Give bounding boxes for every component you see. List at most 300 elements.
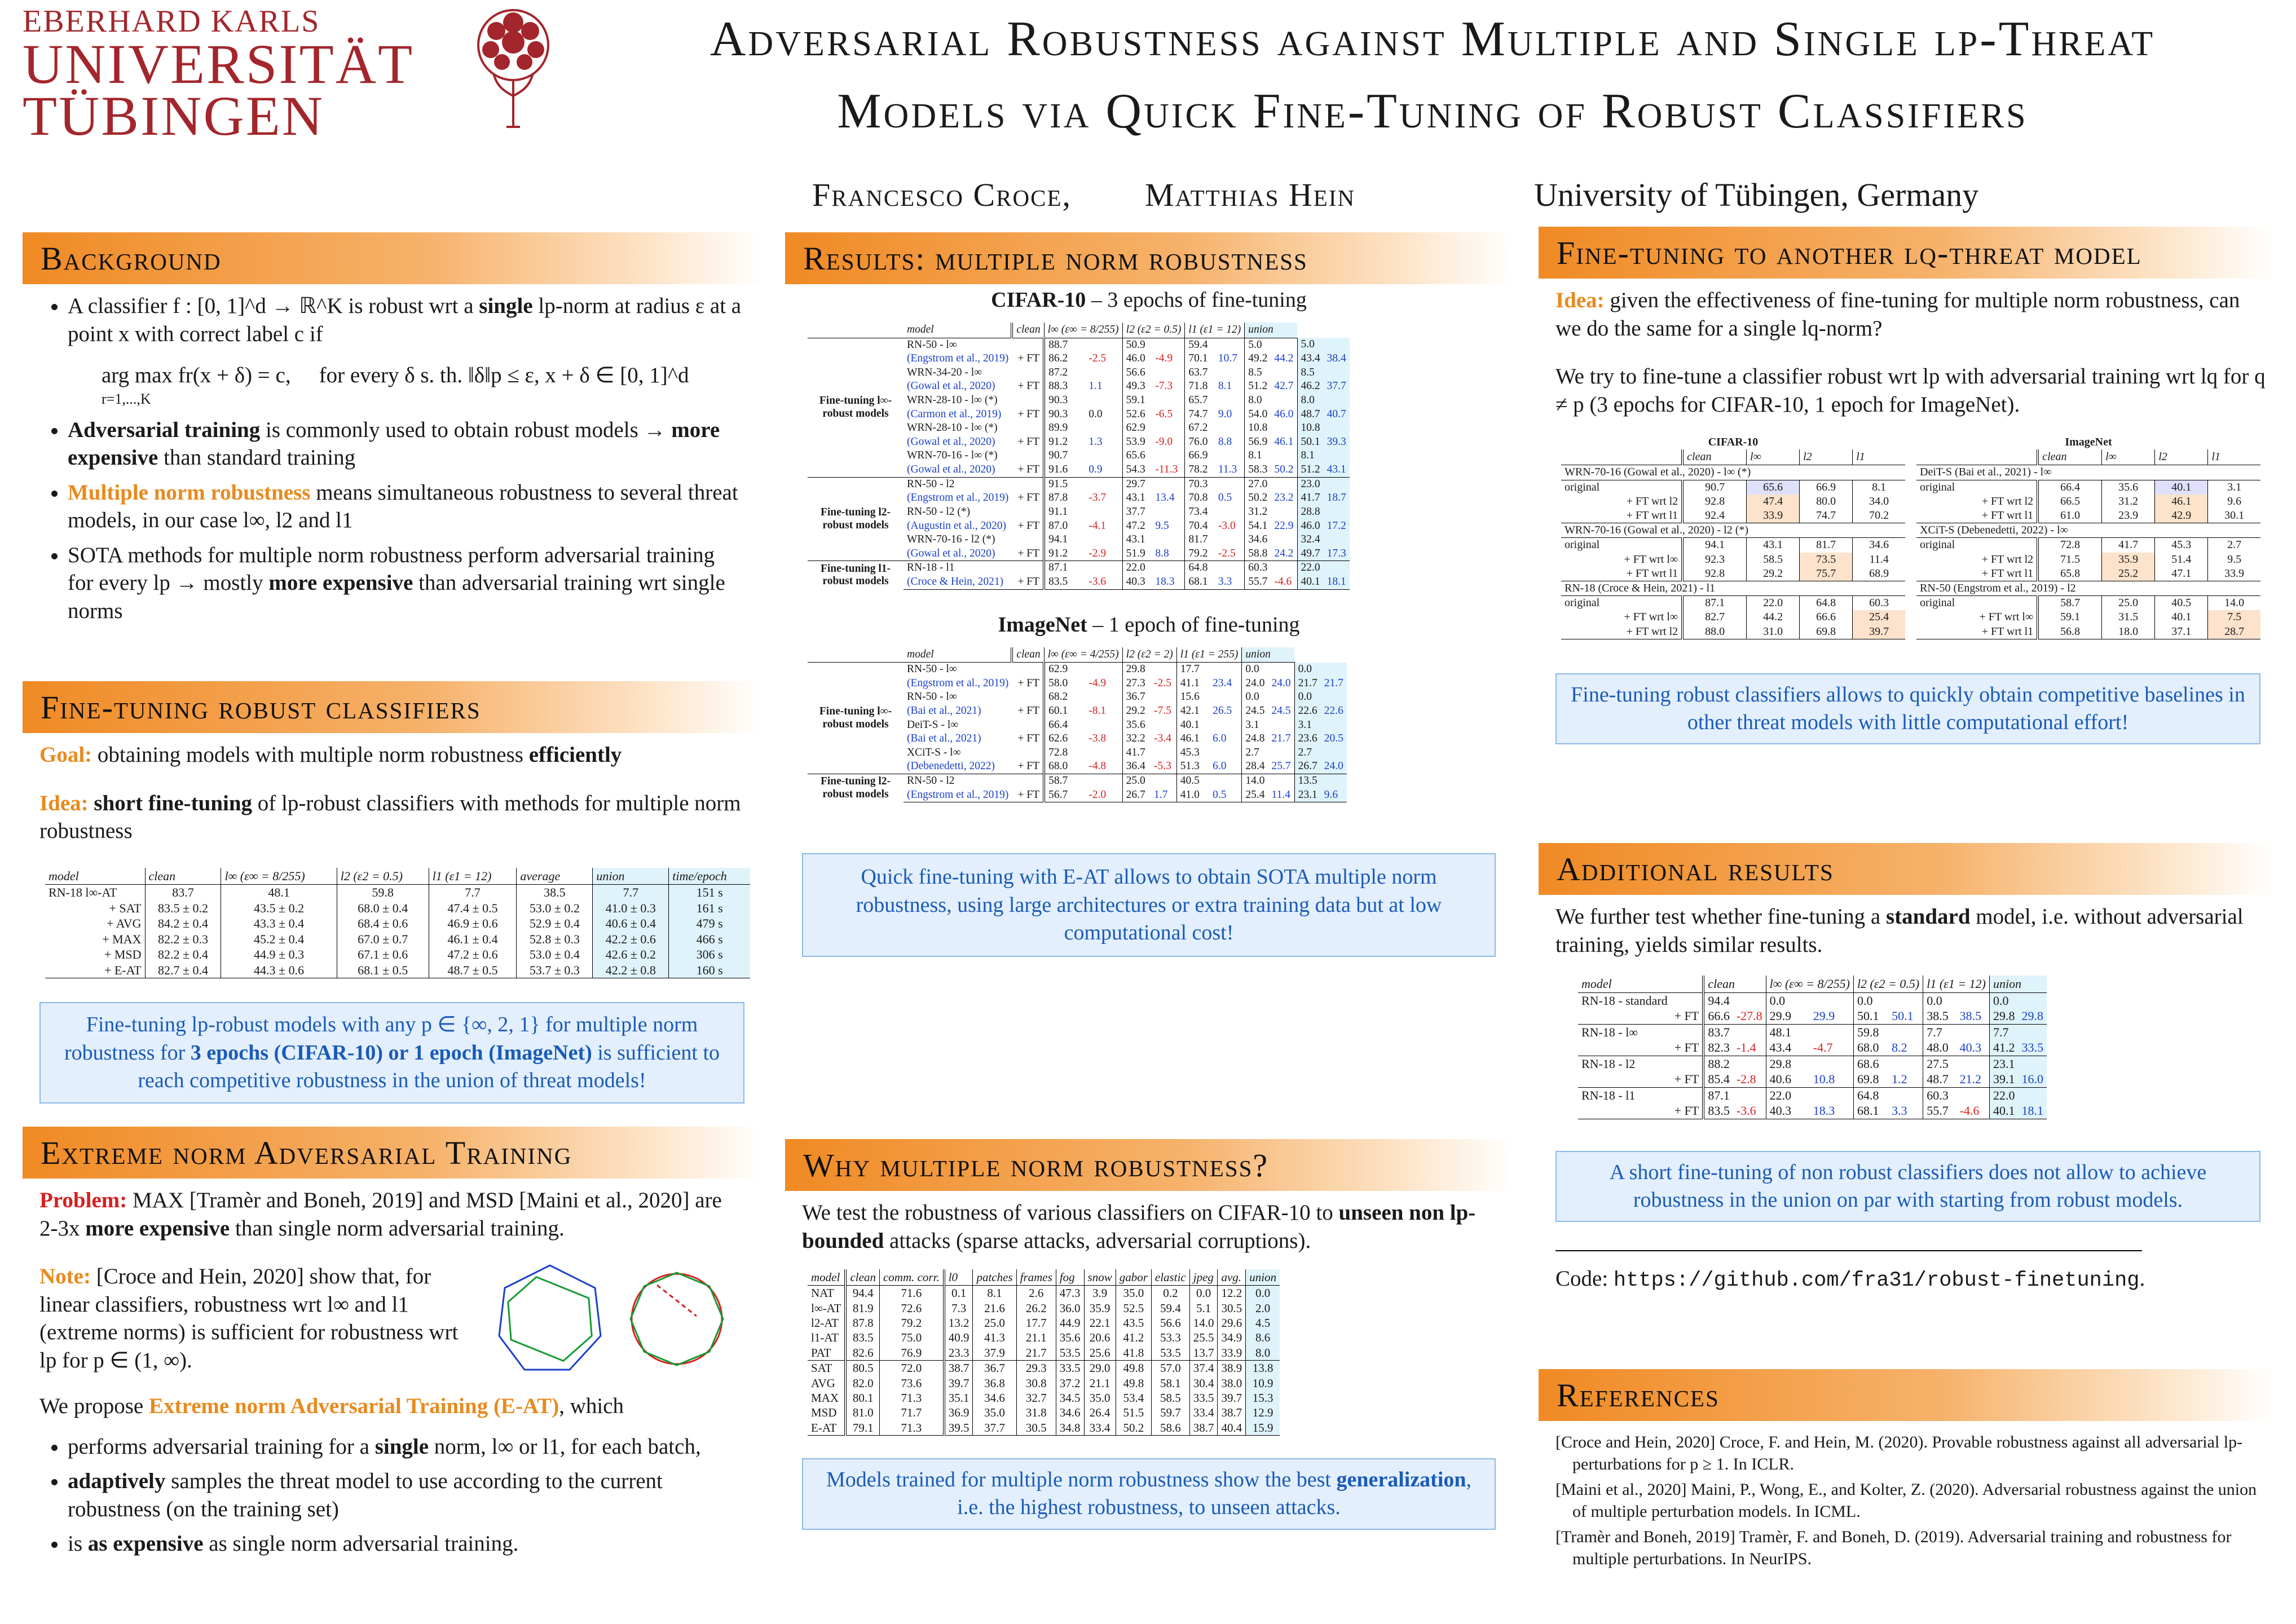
table-cell: 43.1 (1122, 533, 1185, 547)
table-cell: 46.0 (1297, 519, 1324, 533)
table-cell: 48.1 (221, 885, 337, 901)
table-header-cell: model (45, 868, 145, 885)
table-cell: 3.9 (1084, 1286, 1116, 1301)
table-cell: 39.1 (1990, 1071, 2019, 1087)
table-cell: 53.9 (1122, 435, 1152, 449)
model-name: WRN-70-16 - l∞ (*) (907, 449, 998, 462)
section-heading: Additional results (1539, 843, 2272, 895)
table-cell: 31.8 (1016, 1405, 1056, 1420)
table-cell: 65.6 (1747, 480, 1800, 495)
table-cell: 24.5 (1242, 704, 1268, 718)
table-row (1561, 610, 1905, 624)
table-cell: 40.5 (1176, 774, 1242, 788)
table-row (1916, 553, 2260, 567)
model-name: + SAT (109, 901, 142, 915)
table-header-cell: patches (973, 1269, 1016, 1286)
table-cell: 91.2 (1044, 435, 1085, 449)
table-cell: 33.5 (1189, 1391, 1218, 1405)
table-cell: 8.6 (1246, 1330, 1280, 1345)
table-header-cell: frames (1016, 1269, 1056, 1286)
table-cell: 41.7 (1122, 746, 1176, 760)
why-conclusion-box: Models trained for multiple norm robustness show the best generalization, i.e. the highest robustness, to unseen attacks. (802, 1458, 1496, 1530)
table-cell: 82.7 (1682, 610, 1746, 624)
delta-value: 9.0 (1218, 408, 1232, 420)
table-cell: 34.6 (1245, 533, 1297, 547)
reference-list (1539, 1421, 2272, 1570)
model-name: WRN-28-10 - l∞ (*) (907, 394, 998, 407)
delta-value: 21.7 (1271, 732, 1291, 745)
table-cell: 72.8 (2038, 538, 2101, 553)
table-header-cell: l∞ (2102, 449, 2155, 465)
table-cell: 46.1 ± 0.4 (429, 932, 517, 947)
table-cell: 47.4 ± 0.5 (429, 901, 517, 916)
delta-value: -3.6 (1733, 1103, 1766, 1119)
table-cell: 36.7 (973, 1361, 1016, 1376)
table-cell: 87.1 (1044, 561, 1122, 575)
table-cell: 14.0 (2208, 596, 2260, 611)
linf-l1-ball-diagram-icon (491, 1263, 609, 1375)
table-header-cell: l2 (1800, 449, 1853, 465)
table-cell: 40.1 (2155, 480, 2208, 495)
table-cell: 41.7 (1297, 491, 1324, 505)
table-row (808, 1269, 1280, 1286)
table-cell: 88.3 (1044, 379, 1085, 394)
citation: (Gowal et al., 2020) (907, 435, 995, 448)
delta-value: 40.3 (1959, 1040, 1982, 1055)
table-cell: 29.8 (1766, 1056, 1853, 1071)
delta-value: 11.4 (1268, 788, 1295, 802)
table-cell: 3.1 (2208, 480, 2260, 495)
table-cell: 73.6 (879, 1376, 944, 1391)
section-heading: Results: multiple norm robustness (785, 232, 1513, 284)
table-cell: 39.7 (1218, 1391, 1246, 1405)
table-header-cell: l∞ (ε∞ = 8/255) (1044, 323, 1122, 338)
delta-value: -7.3 (1155, 380, 1173, 392)
table-cell: 38.9 (1218, 1361, 1246, 1376)
table-row (808, 647, 1347, 663)
table-cell: 64.8 (1800, 596, 1853, 611)
table-cell: 0.0 (1990, 992, 2047, 1008)
delta-value: -3.8 (1088, 732, 1107, 745)
table-cell: 37.4 (1189, 1361, 1218, 1376)
ft-label: + FT (1017, 547, 1040, 559)
table-cell: 56.6 (1151, 1316, 1189, 1330)
table-cell: 67.0 ± 0.7 (337, 932, 429, 947)
table-cell: 66.6 (1703, 1008, 1733, 1024)
table-cell: 35.9 (1084, 1301, 1116, 1316)
table-row (1561, 480, 1905, 495)
row-label: + FT wrt l2 (1981, 495, 2034, 508)
delta-value: 40.7 (1324, 408, 1350, 422)
lq-idea-text: Idea: given the effectiveness of fine-tuning for multiple norm robustness, can we do the same for a single lq-norm? (1555, 288, 2240, 341)
table-cell: 47.2 (1122, 519, 1152, 533)
model-name: RN-18 - l1 (1578, 1087, 1671, 1103)
table-cell: 7.7 (1923, 1024, 1990, 1040)
table-cell: 40.1 (2155, 610, 2208, 624)
table-cell: 80.5 (845, 1361, 879, 1376)
table-cell: 64.8 (1853, 1087, 1923, 1103)
table-cell: 23.0 (1297, 477, 1350, 491)
citation: (Engstrom et al., 2019) (907, 352, 1009, 365)
table-cell: 0.0 (1923, 992, 1990, 1008)
table-cell: 23.1 (1294, 788, 1321, 802)
table-cell: 4.5 (1246, 1316, 1280, 1330)
table-header-cell: elastic (1151, 1269, 1189, 1286)
table-cell (1012, 366, 1044, 380)
table-cell: 37.7 (1122, 505, 1185, 519)
delta-value: -11.3 (1155, 464, 1178, 476)
table-cell: 45.2 ± 0.4 (221, 932, 337, 947)
delta-value: -5.3 (1153, 760, 1171, 773)
bullet: • A classifier f : [0, 1]^d → ℝ^K is robust wrt a single lp-norm at radius ε at a point x with correct label c if (68, 292, 744, 348)
delta-value: -4.9 (1088, 677, 1107, 689)
table-cell (1012, 746, 1044, 760)
table-cell: 59.4 (1185, 338, 1245, 352)
table-cell: 87.8 (1044, 491, 1085, 505)
table-header-cell: clean (1012, 323, 1044, 338)
delta-value: -4.9 (1155, 352, 1173, 365)
table-header-cell: l1 (ε1 = 12) (1185, 323, 1245, 338)
table-cell: 57.0 (1151, 1361, 1189, 1376)
table-cell: 31.0 (1747, 625, 1800, 639)
table-cell: 33.9 (2208, 567, 2260, 581)
table-cell: 94.1 (1044, 533, 1122, 547)
table-cell: 34.6 (973, 1391, 1016, 1405)
table-cell: 31.2 (2102, 495, 2155, 509)
table-row (1578, 1103, 2047, 1119)
table-cell: 54.0 (1245, 408, 1271, 422)
table-cell: 15.3 (1246, 1391, 1280, 1405)
table-header-cell: union (1990, 976, 2047, 992)
delta-value: 0.0 (1088, 408, 1103, 420)
results-conclusion-box: Quick fine-tuning with E-AT allows to obtain SOTA multiple norm robustness, using large architectures or extra training data but at low computational cost! (802, 853, 1496, 957)
table-row (1916, 435, 2260, 449)
table-cell: 92.4 (1682, 509, 1746, 523)
table-cell: 23.1 (1990, 1056, 2047, 1071)
table-cell: 58.5 (1151, 1391, 1189, 1405)
table-header-cell: l2 (ε2 = 2) (1122, 647, 1176, 663)
table-row (1916, 625, 2260, 639)
table-cell (1012, 774, 1044, 788)
table-cell (1012, 718, 1044, 732)
table-cell: 46.1 (2155, 495, 2208, 509)
table-cell: 53.0 ± 0.2 (517, 901, 593, 916)
lq-imagenet-table (1916, 435, 2260, 639)
row-label: original (1565, 539, 1600, 551)
row-label: + FT wrt l1 (1981, 509, 2034, 522)
table-cell: 29.2 (1747, 567, 1800, 581)
table-cell: 2.6 (1016, 1286, 1056, 1301)
table-cell: 40.1 (1297, 575, 1324, 589)
table-cell (1012, 690, 1044, 704)
finetuning-methods-table (45, 868, 750, 979)
table-cell: 58.7 (2038, 596, 2101, 611)
table-cell: 62.6 (1044, 732, 1085, 746)
table-cell: 52.6 (1122, 408, 1152, 422)
delta-value: -8.1 (1088, 705, 1107, 717)
table-cell: 0.0 (1242, 690, 1294, 704)
table-cell: 50.2 (1116, 1420, 1151, 1436)
table-cell: 42.1 (1176, 704, 1209, 718)
table-cell: 66.4 (1044, 718, 1122, 732)
block-title: DeiT-S (Bai et al., 2021) - l∞ (1916, 465, 2260, 480)
table-cell: 60.1 (1044, 704, 1085, 718)
delta-value: 17.3 (1324, 547, 1350, 561)
table-cell: 32.2 (1122, 732, 1151, 746)
table-cell: 41.0 (1176, 788, 1209, 802)
table-cell: 43.1 (1122, 491, 1152, 505)
table-cell: 38.7 (1218, 1405, 1246, 1420)
table-row (1561, 449, 1905, 465)
delta-value: -7.5 (1153, 705, 1171, 717)
delta-value: 9.5 (1155, 519, 1169, 532)
table-row (808, 1345, 1280, 1361)
table-cell: 91.6 (1044, 463, 1085, 477)
delta-value: 43.1 (1324, 463, 1350, 477)
table-cell: 36.7 (1122, 690, 1176, 704)
row-label: + FT wrt l∞ (1979, 611, 2034, 624)
table-header-cell: model (808, 1269, 845, 1286)
table-cell: 40.3 (1122, 575, 1152, 589)
table-header-cell: l1 (ε1 = 12) (429, 868, 517, 885)
table-cell: 46.1 (1176, 732, 1209, 746)
table-row (1561, 625, 1905, 639)
table-cell: 41.3 (973, 1330, 1016, 1345)
table-header-cell: l2 (ε2 = 0.5) (337, 868, 429, 885)
delta-value: 0.5 (1218, 492, 1232, 504)
code-link[interactable]: https://github.com/fra31/robust-finetuning (1613, 1269, 2140, 1293)
table-header-cell: l1 (2208, 449, 2260, 465)
model-name: + E-AT (45, 963, 145, 978)
table-cell: 34.6 (1853, 538, 1905, 553)
table-cell: 22.0 (1297, 561, 1350, 575)
row-label: + FT wrt l∞ (1624, 553, 1678, 566)
table-cell: 47.2 ± 0.6 (429, 947, 517, 963)
table-row (808, 561, 1350, 575)
table-cell: 35.6 (1122, 718, 1176, 732)
table-cell: 25.0 (973, 1316, 1016, 1330)
citation: (Bai et al., 2021) (907, 732, 981, 745)
additional-text: We further test whether fine-tuning a standard model, i.e. without adversarial training, yields similar results. (1555, 904, 2244, 957)
table-cell: 466 s (669, 932, 750, 947)
table-cell: 45.3 (1176, 746, 1242, 760)
table-cell: 28.7 (2208, 625, 2260, 639)
delta-value: 50.2 (1274, 464, 1294, 476)
ft-label: + FT (1012, 788, 1044, 802)
table-cell: 13.7 (1189, 1345, 1218, 1361)
delta-value: 8.8 (1155, 547, 1169, 559)
table-header-cell: l0 (944, 1269, 973, 1286)
table-cell: 92.3 (1682, 553, 1746, 567)
table-row (808, 1361, 1280, 1376)
delta-value: 44.2 (1274, 352, 1294, 365)
table-cell: 71.6 (879, 1286, 944, 1301)
table-cell: 2.7 (1294, 746, 1347, 760)
table-cell: 33.4 (1084, 1420, 1116, 1436)
table-cell: 29.0 (1084, 1361, 1116, 1376)
model-name: RN-18 l∞-AT (49, 885, 117, 900)
table-cell: 51.2 (1297, 463, 1324, 477)
row-label: original (1565, 480, 1600, 493)
row-label: + FT wrt l2 (1981, 553, 2034, 566)
table-cell: 35.0 (973, 1405, 1016, 1420)
table-cell: 86.2 (1044, 352, 1085, 366)
delta-value: 23.4 (1213, 677, 1232, 689)
table-cell: 53.5 (1151, 1345, 1189, 1361)
table-cell: 85.4 (1703, 1071, 1733, 1087)
table-cell: 43.5 ± 0.2 (221, 901, 337, 916)
section-results (785, 232, 1513, 957)
row-label: + FT wrt l1 (1916, 625, 2038, 639)
table-cell: 51.5 (1116, 1405, 1151, 1420)
table-cell: 27.3 (1122, 677, 1151, 691)
table-cell: 54.3 (1122, 463, 1152, 477)
table-cell: 83.7 (1703, 1024, 1766, 1040)
table-cell: 33.4 (1189, 1405, 1218, 1420)
table-cell: 55.7 (1245, 575, 1271, 589)
delta-value: -2.8 (1736, 1072, 1756, 1087)
table-header-cell: l1 (1853, 449, 1905, 465)
table-cell: 25.4 (1853, 610, 1905, 624)
delta-value: -2.0 (1085, 788, 1122, 802)
table-cell: 44.9 ± 0.3 (221, 947, 337, 963)
table-cell: 5.0 (1297, 338, 1350, 352)
table-header-cell: l2 (ε2 = 0.5) (1122, 323, 1185, 338)
table-cell: 41.8 (1116, 1345, 1151, 1361)
delta-value: -4.6 (1956, 1103, 1990, 1119)
delta-value: -2.5 (1153, 677, 1171, 689)
delta-value: -2.9 (1088, 547, 1107, 559)
table-cell: 31.5 (2102, 610, 2155, 624)
delta-value: 1.3 (1088, 435, 1103, 448)
table-cell: 44.2 (1747, 610, 1800, 624)
table-row (45, 947, 750, 963)
table-cell: 62.9 (1044, 663, 1122, 677)
table-cell: 68.0 ± 0.4 (337, 901, 429, 916)
table-cell: 12.2 (1218, 1286, 1246, 1301)
table-row (1916, 538, 2260, 553)
table-header-cell: snow (1084, 1269, 1116, 1286)
table-cell: 38.7 (1189, 1420, 1218, 1436)
table-cell: 87.1 (1703, 1087, 1766, 1103)
table-row (808, 774, 1347, 788)
table-cell: 43.1 (1747, 538, 1800, 553)
table-row (45, 868, 750, 885)
table-cell: 73.4 (1185, 505, 1245, 519)
table-cell: 25.4 (1242, 788, 1268, 802)
model-name: PAT (811, 1345, 831, 1360)
table-cell: 70.3 (1185, 477, 1245, 491)
table-cell: 72.8 (1044, 746, 1122, 760)
table-row (808, 1420, 1280, 1436)
table-cell: 71.8 (1185, 379, 1215, 394)
table-cell: 7.7 (429, 885, 517, 901)
block-title: RN-18 (Croce & Hein, 2021) - l1 (1561, 581, 1905, 595)
model-name: RN-50 - l2 (907, 478, 955, 490)
table-cell: 8.1 (1297, 449, 1350, 463)
table-cell: 87.8 (845, 1316, 879, 1330)
table-row (1561, 538, 1905, 553)
ft-label: + FT (1017, 705, 1040, 717)
table-cell: 65.6 (1122, 449, 1185, 463)
table-cell: 68.4 ± 0.6 (337, 916, 429, 932)
table-header-cell: clean (1703, 976, 1766, 992)
table-row (1578, 1056, 2047, 1071)
table-cell: 90.3 (1044, 408, 1085, 422)
bullet: • Adversarial training is commonly used to obtain robust models → more expensive than standard training (68, 416, 744, 472)
table-cell: 21.6 (973, 1301, 1016, 1316)
citation: (Gowal et al., 2020) (907, 547, 995, 559)
table-row (1578, 1040, 2047, 1056)
table-row (45, 885, 750, 901)
model-name: NAT (811, 1286, 834, 1300)
table-row (1561, 495, 1905, 509)
delta-value: 18.1 (2019, 1103, 2047, 1119)
table-cell: 67.1 ± 0.6 (337, 947, 429, 963)
table-header-cell: union (1245, 323, 1297, 338)
table-cell: 84.2 ± 0.4 (145, 916, 221, 932)
ft-label: + FT (1674, 1040, 1699, 1055)
delta-value: -1.4 (1736, 1040, 1756, 1055)
table-cell: 40.3 (1766, 1103, 1810, 1119)
ft-label: + FT (1017, 519, 1040, 532)
delta-value: 22.9 (1274, 519, 1294, 532)
table-cell: 29.7 (1122, 477, 1185, 491)
section-why (785, 1139, 1513, 1530)
table-header-cell: l2 (ε2 = 0.5) (1853, 976, 1923, 992)
table-cell: 81.0 (845, 1405, 879, 1420)
section-lq (1539, 227, 2272, 744)
table-cell: 38.5 (1923, 1008, 1956, 1024)
model-name: WRN-34-20 - l∞ (907, 366, 982, 378)
table-row (1578, 1087, 2047, 1103)
table-cell: 35.6 (1056, 1330, 1084, 1345)
table-cell: 50.2 (1245, 491, 1271, 505)
delta-value: 16.0 (2019, 1071, 2047, 1087)
table-cell: 87.2 (1044, 366, 1122, 380)
table-cell: 29.2 (1122, 704, 1151, 718)
table-cell: 66.9 (1800, 480, 1853, 495)
table-cell: 92.8 (1682, 495, 1746, 509)
section-references (1539, 1369, 2272, 1573)
table-cell: 56.6 (1122, 366, 1185, 380)
table-cell: 44.3 ± 0.6 (221, 963, 337, 978)
table-row (1916, 480, 2260, 495)
delta-value: 1.7 (1151, 788, 1176, 802)
table-header-cell (1561, 449, 1682, 465)
group-label: Fine-tuning l1-robust models (820, 562, 891, 588)
table-cell: 40.6 ± 0.4 (593, 916, 669, 932)
citation: (Gowal et al., 2020) (907, 380, 995, 392)
citation: (Debenedetti, 2022) (907, 760, 995, 773)
table-cell: 38.5 (517, 885, 593, 901)
table-cell: 48.7 ± 0.5 (429, 963, 517, 978)
table-cell: 0.0 (1294, 690, 1347, 704)
table-row (1561, 465, 1905, 480)
delta-value: 24.5 (1271, 705, 1291, 717)
table-cell: 51.9 (1122, 547, 1152, 561)
delta-value: -2.5 (1088, 352, 1107, 365)
author-1: Francesco Croce, (812, 176, 1072, 213)
model-name: RN-18 - l∞ (1578, 1024, 1671, 1040)
additional-conclusion-box: A short fine-tuning of non robust classifiers does not allow to achieve robustness in the union on par with starting from robust models. (1555, 1151, 2260, 1223)
table-cell: 47.3 (1056, 1286, 1084, 1301)
table-cell: 68.0 (1853, 1040, 1888, 1056)
table-cell: 52.5 (1116, 1301, 1151, 1316)
model-name: RN-50 - l∞ (907, 663, 957, 676)
table-cell: 28.8 (1297, 505, 1350, 519)
table-cell: 48.7 (1297, 408, 1324, 422)
